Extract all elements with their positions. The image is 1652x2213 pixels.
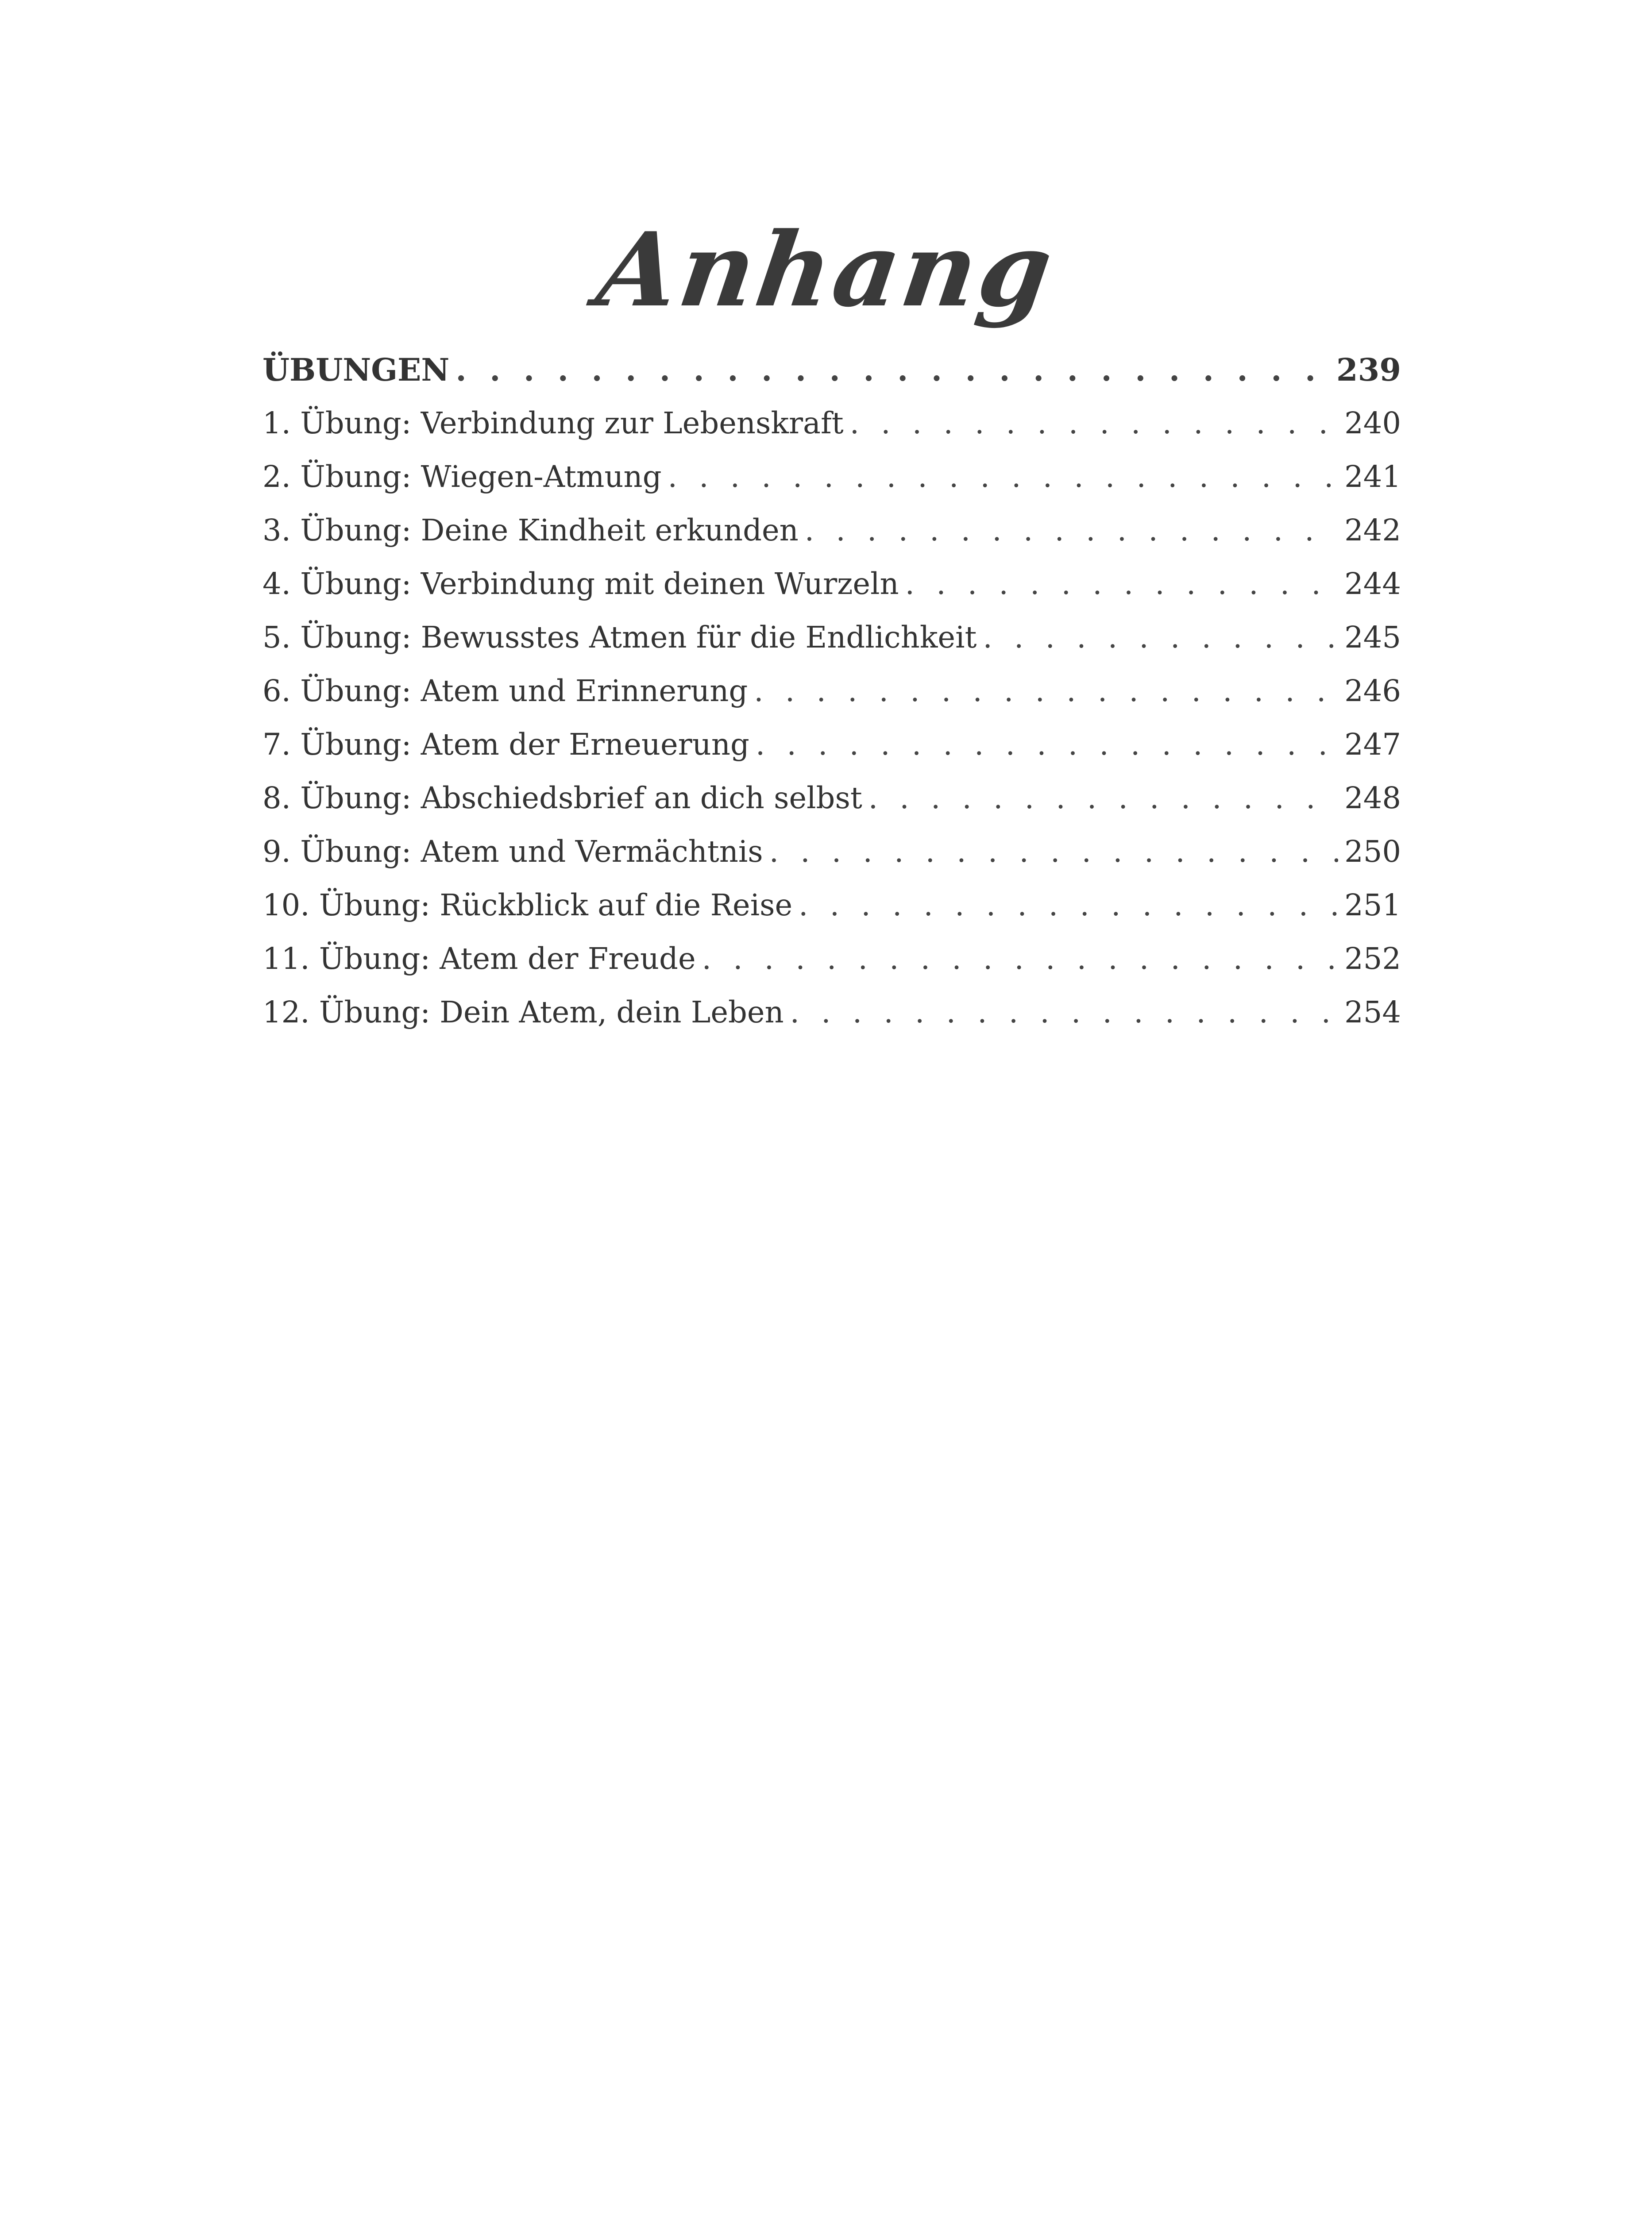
toc-entry-label: 6. Übung: Atem und Erinnerung — [262, 674, 748, 708]
toc-entry-label: 3. Übung: Deine Kindheit erkunden — [262, 513, 799, 547]
dot-leader — [769, 825, 1338, 879]
toc-entry-page: 254 — [1344, 995, 1401, 1029]
dot-leader — [850, 397, 1338, 450]
toc-entry-page: 244 — [1344, 567, 1401, 601]
toc-entry[interactable] — [262, 450, 1401, 504]
toc-entry[interactable] — [262, 718, 1401, 771]
toc-entry[interactable] — [262, 771, 1401, 825]
toc-entry-label: 5. Übung: Bewusstes Atmen für die Endlichkeit — [262, 620, 977, 655]
toc-entry-label: 4. Übung: Verbindung mit deinen Wurzeln — [262, 567, 899, 601]
dot-leader — [756, 718, 1338, 771]
toc-section-label: ÜBUNGEN — [262, 351, 450, 388]
toc-entry-label: 12. Übung: Dein Atem, dein Leben — [262, 995, 784, 1029]
toc-entry-page: 246 — [1344, 674, 1401, 708]
toc-entry[interactable] — [262, 664, 1401, 718]
toc-section-ubungen[interactable] — [262, 343, 1401, 397]
dot-leader — [754, 664, 1338, 718]
dot-leader — [702, 932, 1339, 986]
toc-entry[interactable] — [262, 611, 1401, 664]
toc-entry-label: 2. Übung: Wiegen-Atmung — [262, 459, 662, 494]
dot-leader — [805, 504, 1338, 557]
toc-entry-page: 247 — [1344, 727, 1401, 762]
toc-entry-page: 240 — [1344, 406, 1401, 440]
toc-entry[interactable] — [262, 932, 1401, 986]
toc-entry-page: 242 — [1344, 513, 1401, 547]
toc-entry[interactable] — [262, 397, 1401, 450]
toc-entry-label: 7. Übung: Atem der Erneuerung — [262, 727, 749, 762]
dot-leader — [983, 611, 1338, 664]
toc-entry-page: 248 — [1344, 781, 1401, 815]
dot-leader — [668, 450, 1339, 504]
toc-entry[interactable] — [262, 557, 1401, 611]
dot-leader — [455, 343, 1330, 397]
page-title: Anhang — [591, 210, 1061, 330]
dot-leader — [868, 771, 1338, 825]
toc-entry-page: 245 — [1344, 620, 1401, 655]
toc-entry-label: 9. Übung: Atem und Vermächtnis — [262, 834, 763, 869]
table-of-contents — [262, 343, 1401, 1039]
toc-entry-label: 1. Übung: Verbindung zur Lebenskraft — [262, 406, 844, 440]
toc-entry-label: 8. Übung: Abschiedsbrief an dich selbst — [262, 781, 862, 815]
toc-entry[interactable] — [262, 879, 1401, 932]
toc-entry[interactable] — [262, 825, 1401, 879]
toc-entry-label: 10. Übung: Rückblick auf die Reise — [262, 888, 793, 922]
toc-entry-page: 251 — [1344, 888, 1401, 922]
toc-entry-page: 241 — [1344, 459, 1401, 494]
dot-leader — [799, 879, 1338, 932]
toc-entry[interactable] — [262, 504, 1401, 557]
toc-entry-page: 250 — [1344, 834, 1401, 869]
dot-leader — [905, 557, 1338, 611]
toc-entry[interactable] — [262, 986, 1401, 1039]
toc-entry-label: 11. Übung: Atem der Freude — [262, 941, 696, 976]
dot-leader — [790, 986, 1338, 1039]
toc-section-page: 239 — [1336, 351, 1401, 388]
toc-entry-page: 252 — [1344, 941, 1401, 976]
